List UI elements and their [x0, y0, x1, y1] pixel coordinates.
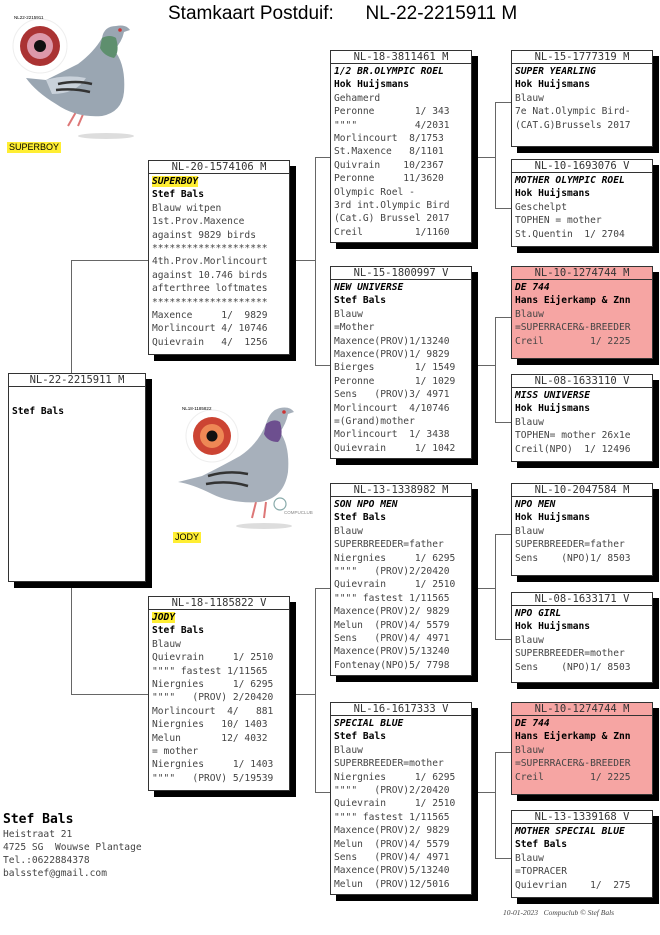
- owner-name: Stef Bals: [152, 625, 204, 637]
- pigeon-name: SUPER YEARLING: [515, 66, 596, 77]
- info-line: Blauw: [515, 852, 544, 864]
- ring-number: NL-18-3811461 M: [331, 51, 471, 64]
- info-line: """" fastest 1/11565: [334, 592, 450, 604]
- info-line: """" (PROV)2/20420: [334, 785, 450, 797]
- owner-name: Stef Bals: [12, 406, 64, 417]
- connector: [495, 422, 511, 423]
- photo-watermark: COMPUCLUB: [284, 510, 313, 515]
- info-line: Morlincourt 4/10746: [334, 402, 450, 414]
- ring-number: NL-08-1633171 V: [512, 593, 652, 606]
- ring-number: NL-22-2215911 M: [9, 374, 145, 387]
- breeder-phone: Tel.:0622884378: [3, 855, 90, 866]
- info-line: Melun (PROV)4/ 5579: [334, 619, 450, 631]
- connector: [71, 260, 72, 373]
- info-line: Maxence(PROV)5/13240: [334, 646, 450, 658]
- info-line: Melun (PROV)4/ 5579: [334, 838, 450, 850]
- info-line: Blauw: [515, 308, 544, 320]
- info-line: afterthree loftmates: [152, 283, 268, 295]
- connector: [315, 588, 316, 792]
- info-line: Blauw: [515, 416, 544, 428]
- info-line: SUPERBREEDER=father: [515, 539, 625, 551]
- owner-name: Stef Bals: [334, 731, 386, 743]
- info-line: Bierges 1/ 1549: [334, 362, 456, 374]
- info-line: Sens (PROV)4/ 4971: [334, 633, 450, 645]
- info-line: """" fastest 1/11565: [152, 665, 268, 677]
- info-line: SUPERBREEDER=mother: [334, 758, 444, 770]
- pigeon-name: JODY: [152, 612, 176, 623]
- info-line: Gehamerd: [334, 92, 381, 104]
- connector: [315, 588, 330, 589]
- ring-number: NL-13-1339168 V: [512, 811, 652, 824]
- info-line: 1st.Prov.Maxence: [152, 216, 245, 228]
- info-line: Niergnies 1/ 6295: [334, 771, 456, 783]
- info-line: =TOPRACER: [515, 866, 567, 878]
- info-line: Sens (NPO)1/ 8503: [515, 661, 631, 673]
- info-line: Blauw: [515, 525, 544, 537]
- info-line: Blauw: [334, 308, 363, 320]
- card-sire-sire-sire[interactable]: [511, 50, 653, 147]
- info-line: Peronne 1/ 1029: [334, 375, 456, 387]
- info-line: Quievrain 1/ 1042: [334, 442, 456, 454]
- info-line: Quievrain 1/ 2510: [152, 652, 274, 664]
- info-line: =SUPERRACER&-BREEDER: [515, 322, 631, 334]
- ring-number: NL-15-1777319 M: [512, 51, 652, 64]
- pigeon-name: DE 744: [515, 718, 550, 729]
- connector: [478, 157, 496, 158]
- pigeon-name: MOTHER OLYMPIC ROEL: [515, 175, 625, 186]
- owner-name: Hok Huijsmans: [515, 79, 591, 91]
- breeder-info: [3, 812, 142, 880]
- info-line: Quivrain 10/2367: [334, 159, 444, 171]
- ring-number: NL-15-1800997 V: [331, 267, 471, 280]
- info-line: SUPERBREEDER=mother: [515, 648, 625, 660]
- info-line: 3rd int.Olympic Bird: [334, 200, 450, 212]
- photo-ring-number: NL22-2215911: [14, 15, 44, 20]
- info-line: """" fastest 1/11565: [334, 811, 450, 823]
- info-line: Peronne 1/ 343: [334, 106, 450, 118]
- connector: [71, 582, 72, 694]
- connector: [296, 260, 316, 261]
- pigeon-name: SUPERBOY: [152, 176, 199, 187]
- ring-number: NL-10-2047584 M: [512, 484, 652, 497]
- connector: [495, 639, 511, 640]
- card-dam-dam[interactable]: [330, 702, 472, 895]
- ring-number: NL-10-1274744 M: [512, 703, 652, 716]
- info-line: 4th.Prov.Morlincourt: [152, 256, 268, 268]
- info-line: Fontenay(NPO)5/ 7798: [334, 659, 450, 671]
- connector: [495, 858, 511, 859]
- pigeon-name: NPO MEN: [515, 499, 556, 510]
- info-line: Blauw: [334, 744, 363, 756]
- ring-number: NL-08-1633110 V: [512, 375, 652, 388]
- info-line: Melun 12/ 4032: [152, 732, 268, 744]
- connector: [495, 102, 511, 103]
- info-line: """" 4/2031: [334, 119, 450, 131]
- breeder-email[interactable]: balsstef@gmail.com: [3, 868, 107, 879]
- breeder-street: Heistraat 21: [3, 829, 73, 840]
- info-line: TOPHEN = mother: [515, 215, 602, 227]
- owner-name: Hok Huijsmans: [334, 79, 410, 91]
- breeder-city: 4725 SG Wouwse Plantage: [3, 842, 142, 853]
- info-line: Blauw: [334, 525, 363, 537]
- pigeon-photo-superboy: [6, 8, 136, 140]
- card-sire-dam[interactable]: [330, 266, 472, 459]
- info-line: Morlincourt 1/ 3438: [334, 429, 450, 441]
- info-line: ********************: [152, 243, 268, 255]
- connector: [495, 208, 511, 209]
- info-line: Morlincourt 4/ 881: [152, 705, 274, 717]
- owner-name: Stef Bals: [515, 839, 567, 851]
- info-line: Creil 1/ 2225: [515, 771, 631, 783]
- owner-name: Hok Huijsmans: [515, 403, 591, 415]
- info-line: Niergnies 10/ 1403: [152, 719, 268, 731]
- card-dam-dam-dam[interactable]: [511, 810, 653, 898]
- photo-ring-number: NL18-1185822: [182, 406, 212, 411]
- connector: [71, 694, 148, 695]
- pigeon-name: 1/2 BR.OLYMPIC ROEL: [334, 66, 444, 77]
- info-line: Maxence(PROV)5/13240: [334, 865, 450, 877]
- connector: [478, 365, 496, 366]
- info-line: Creil 1/ 2225: [515, 335, 631, 347]
- footer-credit: 10-01-2023 Compuclub © Stef Bals: [503, 908, 615, 917]
- card-dam-sire-sire[interactable]: [511, 483, 653, 576]
- card-dam-sire-dam[interactable]: [511, 592, 653, 683]
- info-line: against 10.746 birds: [152, 269, 268, 281]
- connector: [495, 102, 496, 208]
- info-line: Niergnies 1/ 6295: [334, 552, 456, 564]
- connector: [495, 317, 511, 318]
- pigeon-name: MOTHER SPECIAL BLUE: [515, 826, 625, 837]
- info-line: Blauw: [515, 744, 544, 756]
- ring-number: NL-20-1574106 M: [149, 161, 289, 174]
- owner-name: Hok Huijsmans: [515, 621, 591, 633]
- info-line: =SUPERRACER&-BREEDER: [515, 758, 631, 770]
- connector: [495, 317, 496, 422]
- info-line: = mother: [152, 746, 199, 758]
- info-line: Morlincourt 8/1753: [334, 133, 444, 145]
- info-line: Creil 1/1160: [334, 226, 450, 238]
- info-line: Blauw witpen: [152, 202, 222, 214]
- connector: [495, 534, 496, 639]
- owner-name: Hans Eijerkamp & Znn: [515, 295, 631, 307]
- connector: [495, 752, 511, 753]
- ring-number: NL-13-1338982 M: [331, 484, 471, 497]
- breeder-name: Stef Bals: [3, 812, 74, 827]
- info-line: =Mother: [334, 322, 375, 334]
- owner-name: Stef Bals: [334, 512, 386, 524]
- card-dam-sire[interactable]: [330, 483, 472, 676]
- ring-number: NL-10-1274744 M: [512, 267, 652, 280]
- info-line: Quievrain 1/ 2510: [334, 579, 456, 591]
- page-title: Stamkaart Postduif: NL-22-2215911 M: [168, 3, 518, 24]
- card-sire-dam-dam[interactable]: [511, 374, 653, 462]
- info-line: Olympic Roel -: [334, 186, 415, 198]
- connector: [315, 157, 316, 365]
- info-line: =(Grand)mother: [334, 416, 415, 428]
- connector: [315, 157, 330, 158]
- info-line: TOPHEN= mother 26x1e: [515, 430, 631, 442]
- pigeon-name: SPECIAL BLUE: [334, 718, 404, 729]
- ring-number: NL-10-1693076 V: [512, 160, 652, 173]
- info-line: (CAT.G)Brussels 2017: [515, 119, 631, 131]
- info-line: Maxence(PROV)2/ 9829: [334, 606, 450, 618]
- pigeon-name: DE 744: [515, 282, 550, 293]
- connector: [315, 792, 330, 793]
- info-line: St.Maxence 8/1101: [334, 146, 444, 158]
- connector: [495, 534, 511, 535]
- card-subject[interactable]: [8, 373, 146, 582]
- info-line: """" (PROV)2/20420: [334, 566, 450, 578]
- info-line: 7e Nat.Olympic Bird-: [515, 106, 631, 118]
- info-line: """" (PROV) 2/20420: [152, 692, 274, 704]
- pigeon-name: SON NPO MEN: [334, 499, 398, 510]
- connector: [315, 365, 330, 366]
- ring-number: NL-16-1617333 V: [331, 703, 471, 716]
- connector: [478, 792, 496, 793]
- info-line: Sens (PROV)3/ 4971: [334, 389, 450, 401]
- info-line: Maxence(PROV)1/ 9829: [334, 349, 450, 361]
- info-line: Blauw: [152, 638, 181, 650]
- pigeon-name: MISS UNIVERSE: [515, 390, 591, 401]
- card-sire-sire[interactable]: [330, 50, 472, 243]
- owner-name: Hans Eijerkamp & Znn: [515, 731, 631, 743]
- owner-name: Hok Huijsmans: [515, 188, 591, 200]
- card-dam-dam-sire[interactable]: [511, 702, 653, 795]
- connector: [296, 694, 316, 695]
- info-line: (Cat.G) Brussel 2017: [334, 213, 450, 225]
- connector: [478, 588, 496, 589]
- card-dam[interactable]: [148, 596, 290, 791]
- info-line: Geschelpt: [515, 201, 567, 213]
- info-line: Maxence(PROV)2/ 9829: [334, 825, 450, 837]
- info-line: Sens (NPO)1/ 8503: [515, 552, 631, 564]
- info-line: Melun (PROV)12/5016: [334, 878, 450, 890]
- card-sire-dam-sire[interactable]: [511, 266, 653, 359]
- info-line: Niergnies 1/ 6295: [152, 679, 274, 691]
- info-line: Blauw: [515, 634, 544, 646]
- connector: [71, 260, 148, 261]
- info-line: Maxence 1/ 9829: [152, 310, 268, 322]
- photo-label-jody: JODY: [175, 532, 200, 542]
- card-sire[interactable]: [148, 160, 290, 355]
- owner-name: Stef Bals: [334, 295, 386, 307]
- ring-number: NL-18-1185822 V: [149, 597, 289, 610]
- info-line: Creil(NPO) 1/ 12496: [515, 443, 631, 455]
- info-line: Quievrain 4/ 1256: [152, 336, 268, 348]
- info-line: Morlincourt 4/ 10746: [152, 323, 268, 335]
- info-line: Quievrian 1/ 275: [515, 879, 631, 891]
- owner-name: Hok Huijsmans: [515, 512, 591, 524]
- info-line: Quievrain 1/ 2510: [334, 798, 456, 810]
- info-line: against 9829 birds: [152, 229, 256, 241]
- info-line: SUPERBREEDER=father: [334, 539, 444, 551]
- info-line: ********************: [152, 296, 268, 308]
- info-line: Blauw: [515, 92, 544, 104]
- info-line: St.Quentin 1/ 2704: [515, 228, 625, 240]
- pigeon-name: NPO GIRL: [515, 608, 562, 619]
- owner-name: Stef Bals: [152, 189, 204, 201]
- pigeon-name: NEW UNIVERSE: [334, 282, 404, 293]
- photo-label-superboy: SUPERBOY: [9, 142, 60, 152]
- info-line: Sens (PROV)4/ 4971: [334, 852, 450, 864]
- info-line: Maxence(PROV)1/13240: [334, 335, 450, 347]
- card-sire-sire-dam[interactable]: [511, 159, 653, 247]
- info-line: Niergnies 1/ 1403: [152, 759, 274, 771]
- info-line: """" (PROV) 5/19539: [152, 772, 274, 784]
- connector: [495, 752, 496, 858]
- info-line: Peronne 11/3620: [334, 173, 444, 185]
- pigeon-photo-jody: [172, 402, 302, 532]
